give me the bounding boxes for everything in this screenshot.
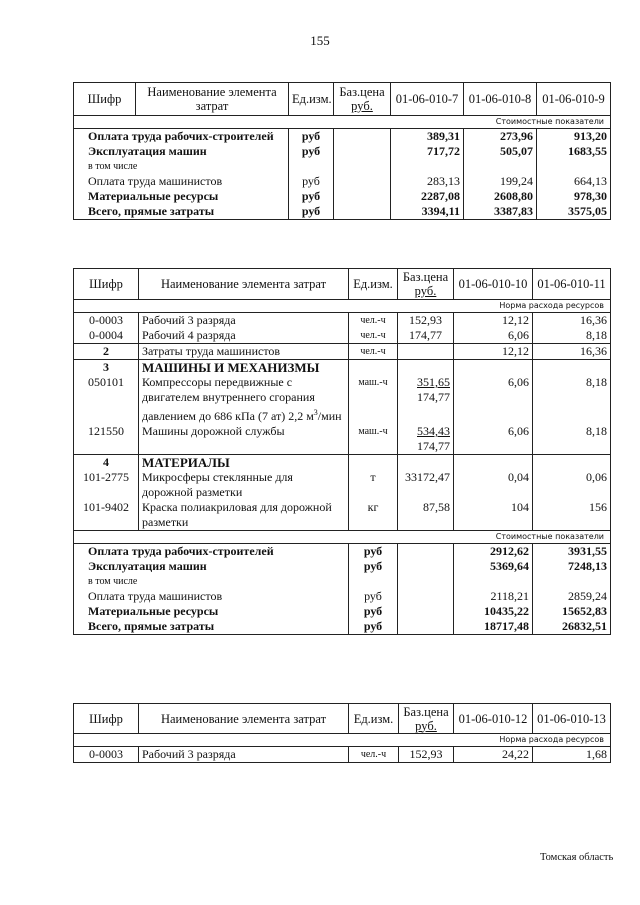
header-col-2: 01-06-010-11 xyxy=(533,269,611,300)
table-row: Материальные ресурсы руб 2287,08 2608,80 978,30 xyxy=(74,189,611,204)
header-col-2: 01-06-010-8 xyxy=(464,83,537,116)
table-row: 0-0003 Рабочий 3 разряда чел.-ч 152,93 12,12 16,36 xyxy=(74,313,611,329)
header-col-1: 01-06-010-7 xyxy=(391,83,464,116)
table-row: в том числе xyxy=(74,574,611,589)
table-row: Всего, прямые затраты руб 18717,48 26832,51 xyxy=(74,619,611,635)
header-name: Наименование элемента затрат xyxy=(139,704,349,734)
group-row: 2 Затраты труда машинистов чел.-ч 12,12 16,36 xyxy=(74,344,611,360)
table-row: 0-0004 Рабочий 4 разряда чел.-ч 174,77 6,06 8,18 xyxy=(74,328,611,344)
cost-label-row: Стоимостные показатели xyxy=(74,531,611,544)
table-row: 101-9402 Краска полиакриловая для дорожной разметки кг 87,58 104 156 xyxy=(74,500,611,531)
table-row: Оплата труда рабочих-строителей руб 389,31 273,96 913,20 xyxy=(74,129,611,145)
resource-table-2 xyxy=(73,268,611,635)
header-name: Наименование элемента затрат xyxy=(139,269,349,300)
table-row: Материальные ресурсы руб 10435,22 15652,83 xyxy=(74,604,611,619)
table-row: Оплата труда рабочих-строителей руб 2912,62 3931,55 xyxy=(74,544,611,560)
header-col-3: 01-06-010-9 xyxy=(537,83,611,116)
footer-region: Томская область xyxy=(540,852,614,863)
table-row: 0-0003 Рабочий 3 разряда чел.-ч 152,93 24,22 1,68 xyxy=(74,747,611,763)
table-header-row xyxy=(74,269,611,300)
header-price: Баз.цена руб. xyxy=(398,269,454,300)
header-name: Наименование элемента затрат xyxy=(136,83,289,116)
header-price: Баз.цена руб. xyxy=(334,83,391,116)
table-row: в том числе xyxy=(74,159,611,174)
norm-label-row: Норма расхода ресурсов xyxy=(74,300,611,313)
table-header-row xyxy=(74,83,611,116)
header-code: Шифр xyxy=(74,83,136,116)
table-row: 121550 Машины дорожной службы маш.-ч 534,43 174,77 6,06 8,18 xyxy=(74,424,611,455)
page-number: 155 xyxy=(310,33,330,48)
table-row: Эксплуатация машин руб 5369,64 7248,13 xyxy=(74,559,611,574)
header-col-1: 01-06-010-12 xyxy=(454,704,533,734)
table-row: Всего, прямые затраты руб 3394,11 3387,83 3575,05 xyxy=(74,204,611,220)
group-title-row: 4 МАТЕРИАЛЫ xyxy=(74,455,611,471)
header-col-1: 01-06-010-10 xyxy=(454,269,533,300)
header-code: Шифр xyxy=(74,704,139,734)
table-row: Оплата труда машинистов руб 2118,21 2859,24 xyxy=(74,589,611,604)
resource-table-1 xyxy=(73,82,611,220)
header-price: Баз.цена руб. xyxy=(399,704,454,734)
table-header-row xyxy=(74,704,611,734)
header-unit: Ед.изм. xyxy=(289,83,334,116)
header-unit: Ед.изм. xyxy=(349,269,398,300)
table-row: Оплата труда машинистов руб 283,13 199,24 664,13 xyxy=(74,174,611,189)
table-row: Эксплуатация машин руб 717,72 505,07 1683,55 xyxy=(74,144,611,159)
table-row: 101-2775 Микросферы стеклянные для дорожной разметки т 33172,47 0,04 0,06 xyxy=(74,470,611,500)
header-code: Шифр xyxy=(74,269,139,300)
group-title-row: 3 МАШИНЫ И МЕХАНИЗМЫ xyxy=(74,360,611,376)
resource-table-3 xyxy=(73,703,611,763)
section-label-row: Стоимостные показатели xyxy=(74,116,611,129)
header-unit: Ед.изм. xyxy=(349,704,399,734)
norm-label-row: Норма расхода ресурсов xyxy=(74,734,611,747)
header-col-2: 01-06-010-13 xyxy=(533,704,611,734)
table-row: 050101 Компрессоры передвижные с двигателем внутреннего сгорания давлением до 686 кПа (7 ат) 2,2 $м^3$/мин маш.-ч 351,65 174,77 6,06 8,18 xyxy=(74,375,611,424)
